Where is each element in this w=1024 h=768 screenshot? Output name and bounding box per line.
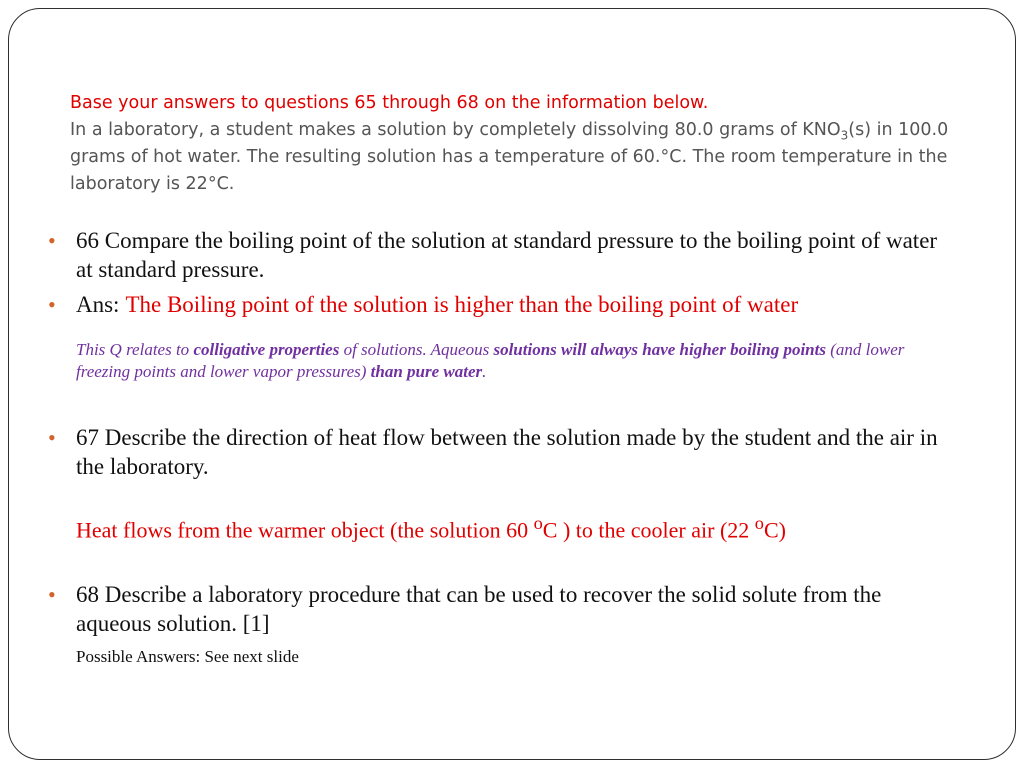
bullet-list [48,226,948,668]
intro-paragraph [70,117,970,198]
q66-question: 66 Compare the boiling point of the solution at standard pressure to the boiling point of water at standard pressure. [76,228,938,282]
bullet-dot: • [48,292,56,317]
q68-question: 68 Describe a laboratory procedure that can be used to recover the solid solute from the aqueous solution. [1] [76,582,882,637]
q67-answer-part2: C ) to the cooler air (22 [542,517,755,543]
bullet-q66-answer [48,290,948,319]
colligative-note [76,339,948,383]
intro-block [70,90,970,198]
kno3-subscript: 3 [840,128,849,143]
bullet-q67 [48,423,948,481]
q67-answer [76,509,948,544]
possible-answers: Possible Answers: See next slide [76,647,299,667]
degree-superscript: o [754,513,764,533]
note-bold-2: solutions will always have higher boiling points [493,340,826,359]
note-text-3: (and lower freezing points and lower vapor pressures) [76,340,905,381]
q66-answer: The Boiling point of the solution is higher than the boiling point of water [125,292,799,317]
q67-answer-part1: Heat flows from the warmer object (the solution 60 [76,517,534,543]
bullet-dot: • [48,228,56,253]
note-text-1: This Q relates to [76,340,194,359]
degree-superscript: o [533,513,543,533]
bullet-q66 [48,226,948,284]
note-text-2: of solutions. Aqueous [339,340,494,359]
q67-question: 67 Describe the direction of heat flow between the solution made by the student and the air in the laboratory. [76,425,938,479]
bullet-dot: • [48,582,56,608]
answer-label: Ans: [76,292,120,317]
note-bold-1: colligative properties [193,340,340,359]
intro-heading: Base your answers to questions 65 through 68 on the information below. [70,93,709,113]
intro-text-part2: (s) in 100.0 grams of hot water. The resulting solution has a temperature of 60.°C. The room temperature in the laboratory is 22°C. [70,120,949,194]
bullet-q68 [48,580,948,638]
intro-text-part1: In a laboratory, a student makes a solution by completely dissolving 80.0 grams of KNO [70,120,841,140]
note-bold-3: than pure water [370,362,483,381]
bullet-dot: • [48,425,56,450]
q67-answer-part3: C) [763,517,786,543]
note-text-4: . [482,362,487,381]
